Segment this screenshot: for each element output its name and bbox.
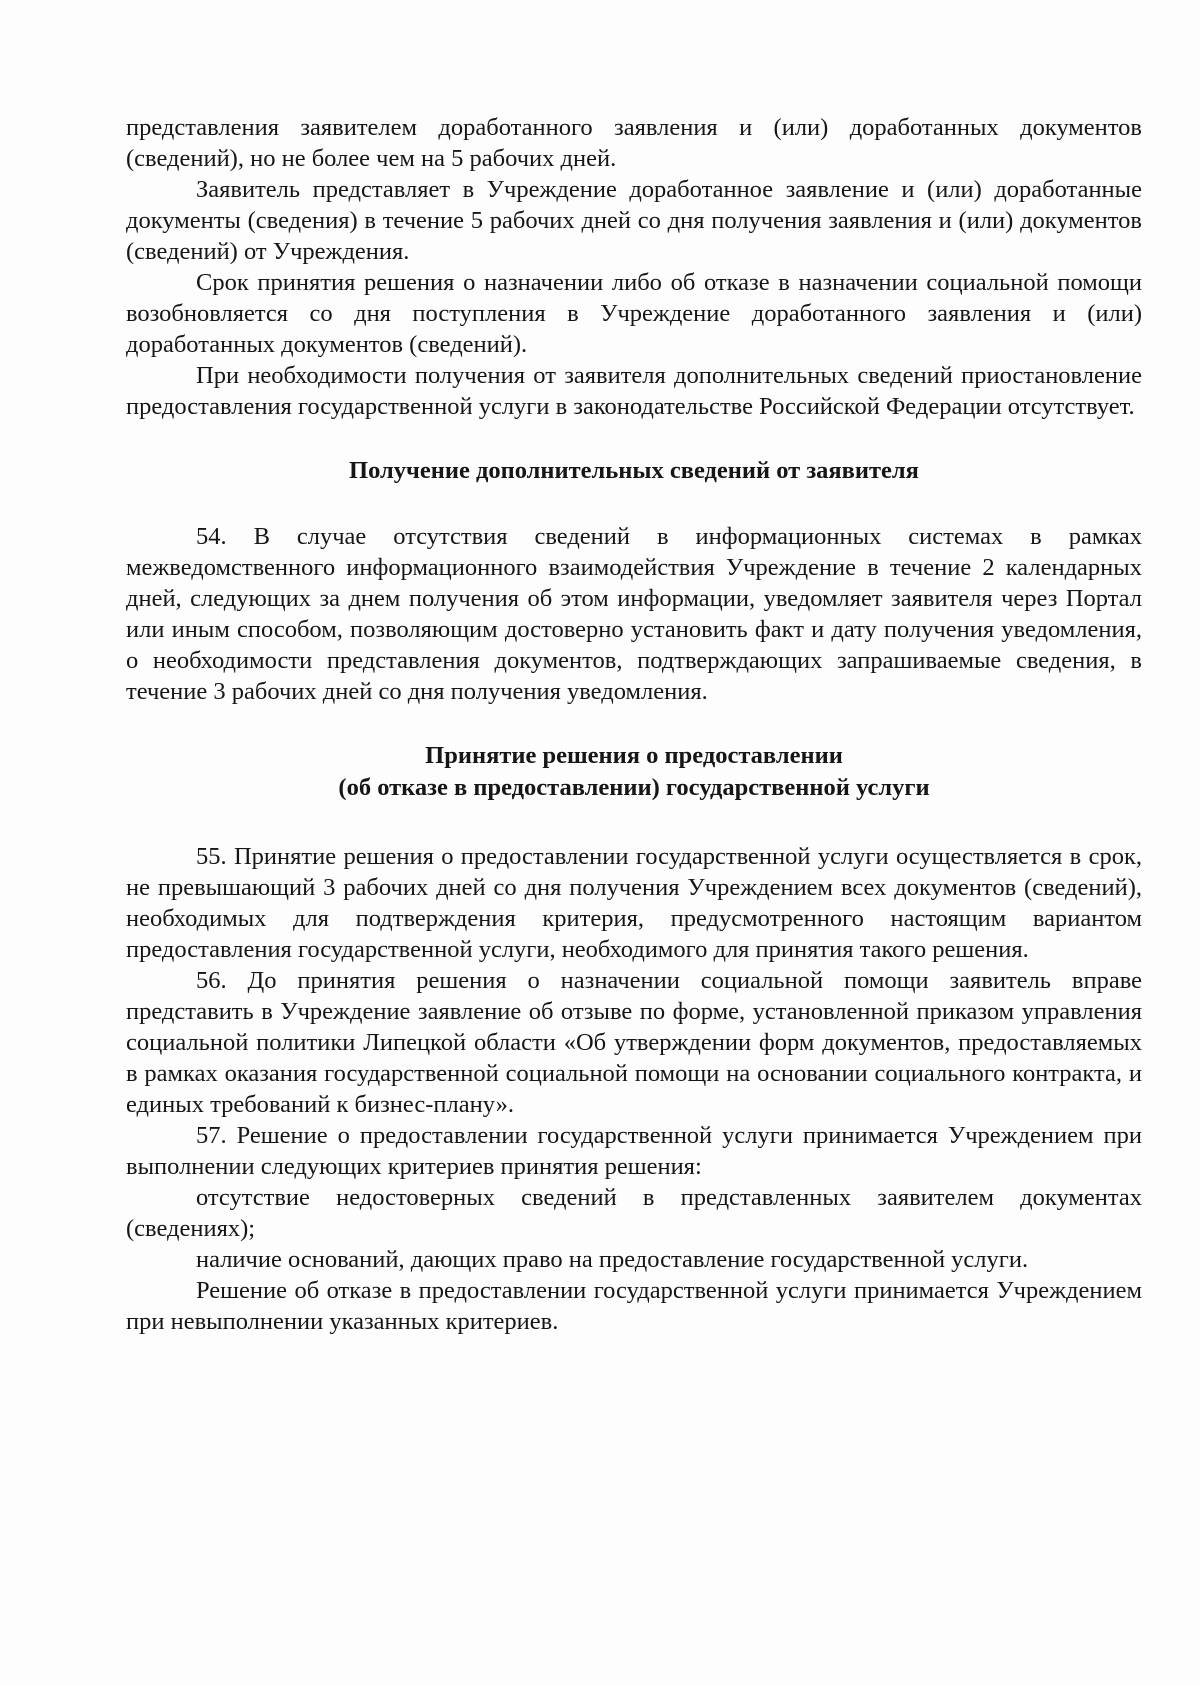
- paragraph-57: 57. Решение о предоставлении государственной услуги принимается Учреждением при выполнении следующих критериев принятия решения:: [126, 1122, 1142, 1180]
- heading-additional-info: Получение дополнительных сведений от заявителя: [349, 457, 919, 484]
- paragraph-refusal-decision: Решение об отказе в предоставлении государственной услуги принимается Учреждением при невыполнении указанных критериев.: [126, 1277, 1142, 1335]
- paragraph-56: 56. До принятия решения о назначении социальной помощи заявитель вправе представить в Учреждение заявление об отзыве по форме, установленной приказом управления социальной политики Липецкой области «Об утверждении форм документов, предоставляемых в рамках оказания государственной социальной помощи на основании социального контракта, и единых требований к бизнес-плану».: [126, 967, 1142, 1118]
- criterion-no-false-info: отсутствие недостоверных сведений в представленных заявителем документах (сведениях);: [126, 1184, 1142, 1242]
- heading-decision: [126, 740, 1142, 804]
- criterion-grounds-present: наличие оснований, дающих право на предоставление государственной услуги.: [196, 1246, 1029, 1273]
- paragraph-resubmission-term: Заявитель представляет в Учреждение доработанное заявление и (или) доработанные документы (сведения) в течение 5 рабочих дней со дня получения заявления и (или) документов (сведений) от Учреждения.: [126, 176, 1142, 265]
- paragraph-no-suspension: При необходимости получения от заявителя дополнительных сведений приостановление предоставления государственной услуги в законодательстве Российской Федерации отсутствует.: [126, 362, 1142, 420]
- paragraph-54: 54. В случае отсутствия сведений в информационных системах в рамках межведомственного информационного взаимодействия Учреждение в течение 2 календарных дней, следующих за днем получения об этом информации, уведомляет заявителя через Портал или иным способом, позволяющим достоверно установить факт и дату получения уведомления, о необходимости представления документов, подтверждающих запрашиваемые сведения, в течение 3 рабочих дней со дня получения уведомления.: [126, 523, 1142, 705]
- heading-decision-line-2: (об отказе в предоставлении) государственной услуги: [338, 774, 930, 801]
- paragraph-decision-term-resume: Срок принятия решения о назначении либо об отказе в назначении социальной помощи возобновляется со дня поступления в Учреждение доработанного заявления и (или) доработанных документов (сведений).: [126, 269, 1142, 358]
- heading-decision-line-1: Принятие решения о предоставлении: [425, 742, 843, 769]
- paragraph-55: 55. Принятие решения о предоставлении государственной услуги осуществляется в срок, не превышающий 3 рабочих дней со дня получения Учреждением всех документов (сведений), необходимых для подтверждения критерия, предусмотренного настоящим вариантом предоставления государственной услуги, необходимого для принятия такого решения.: [126, 843, 1142, 963]
- paragraph-continuation: представления заявителем доработанного заявления и (или) доработанных документов (сведений), но не более чем на 5 рабочих дней.: [126, 114, 1142, 172]
- document-body: [126, 112, 1142, 1337]
